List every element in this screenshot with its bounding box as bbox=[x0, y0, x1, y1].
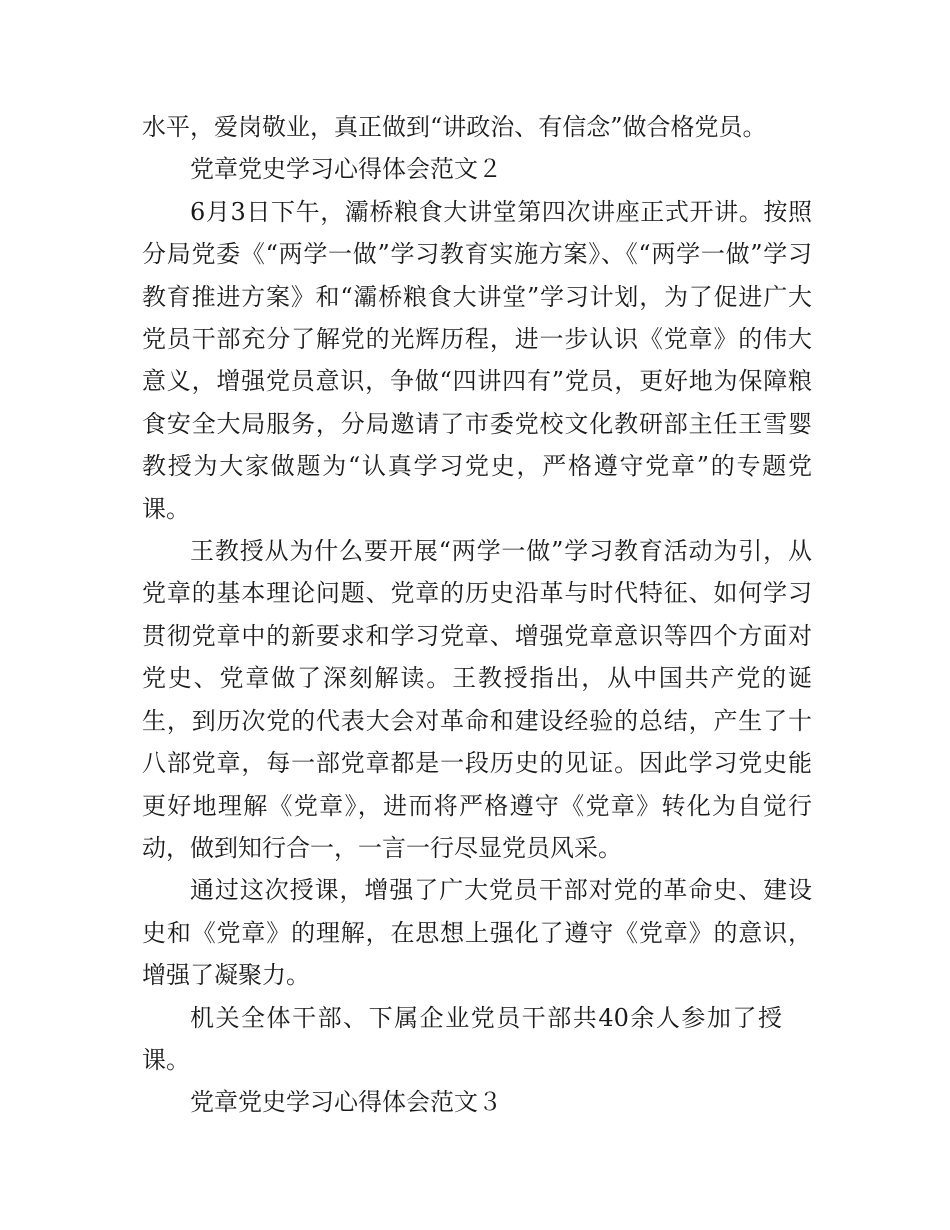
paragraph-professor-summary: 王教授从为什么要开展“两学一做”学习教育活动为引，从党章的基本理论问题、党章的历史沿革与时代特征、如何学习贯彻党章中的新要求和学习党章、增强党章意识等四个方面对党史、党章做了深刻解读。王教授指出，从中国共产党的诞生，到历次党的代表大会对革命和建设经验的总结，产生了十八部党章，每一部党章都是一段历史的见证。因此学习党史能更好地理解《党章》，进而将严格遵守《党章》转化为自觉行动，做到知行合一，一言一行尽显党员风采。 bbox=[142, 537, 812, 862]
paragraph-outcome: 通过这次授课，增强了广大党员干部对党的革命史、建设史和《党章》的理解，在思想上强化了遵守《党章》的意识，增强了凝聚力。 bbox=[142, 876, 812, 990]
paragraph-continued: 水平，爱岗敬业，真正做到“讲政治、有信念”做合格党员。 bbox=[142, 113, 767, 141]
paragraph-attendance: 机关全体干部、下属企业党员干部共40余人参加了授课。 bbox=[142, 1003, 782, 1074]
document-body bbox=[142, 106, 812, 1124]
section-heading-2: 党章党史学习心得体会范文２ bbox=[190, 155, 502, 184]
section-heading-3: 党章党史学习心得体会范文３ bbox=[190, 1088, 502, 1117]
paragraph-lecture-intro: 6月3日下午，灞桥粮食大讲堂第四次讲座正式开讲。按照分局党委《“两学一做”学习教育实施方案》、《“两学一做”学习教育推进方案》和“灞桥粮食大讲堂”学习计划，为了促进广大党员干部充分了解党的光辉历程，进一步认识《党章》的伟大意义，增强党员意识，争做“四讲四有”党员，更好地为保障粮食安全大局服务，分局邀请了市委党校文化教研部主任王雪婴教授为大家做题为“认真学习党史，严格遵守党章”的专题党课。 bbox=[142, 197, 812, 523]
